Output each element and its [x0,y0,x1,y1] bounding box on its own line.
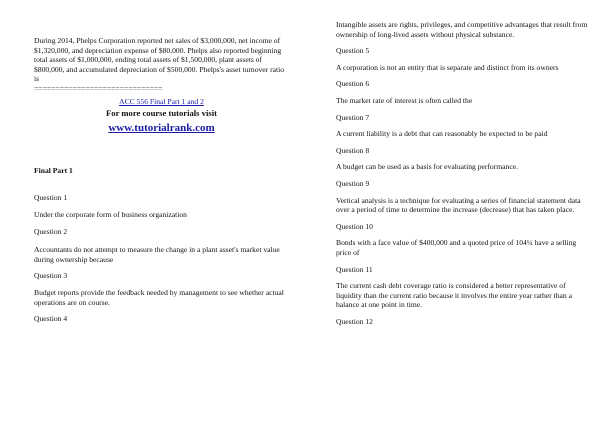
question-text: Budget reports provide the feedback needed by management to see whether actual operations are on course. [34,287,284,307]
question-label: Question 5 [336,46,370,56]
left-column [34,0,289,324]
question-label: Question 6 [336,79,370,89]
question-text: A budget can be used as a basis for evaluating performance. [336,162,518,172]
question-label: Question 11 [336,264,373,274]
question-label: Question 8 [336,145,370,155]
question-text: A corporation is not an entity that is separate and distinct from its owners [336,62,559,72]
question-text: The market rate of interest is often called the [336,95,473,105]
website-link[interactable]: www.tutorialrank.com [108,121,215,134]
question-text: Vertical analysis is a technique for evaluating a series of financial statement data over a period of time to determine the increase (decrease) that has taken place. [336,195,581,215]
question-label: Question 3 [34,271,68,281]
question-label: Question 9 [336,178,370,188]
question-label: Question 7 [336,112,370,122]
question-text: Accountants do not attempt to measure the change in a plant asset's market value during ownership because [34,245,280,264]
course-link[interactable]: ACC 556 Final Part 1 and 2 [119,96,204,106]
question-label: Question 1 [34,193,68,203]
question-label: Question 2 [34,226,68,236]
separator-line: ============================== [34,83,163,93]
question-label: Question 12 [336,316,373,326]
question-text: Under the corporate form of business organization [34,209,187,219]
right-column [336,0,591,326]
question-label: Question 4 [34,314,68,324]
question-text: Bonds with a face value of $400,000 and a quoted price of 104¼ have a selling price of [336,238,577,257]
question-label: Question 10 [336,221,373,231]
intro-paragraph: During 2014, Phelps Corporation reported net sales of $3,000,000, net income of $1,320,000, and depreciation expense of $80,000. Phelps also reported beginning total assets of $1,000,000, ending total assets of $1,500,000, plant assets of $800,000, and accumulated depreciation of $500,000. Phelps's asset turnover ratio is [34,36,285,84]
question-text: A current liability is a debt that can reasonably be expected to be paid [336,129,548,139]
more-tutorials-heading: For more course tutorials visit [106,108,217,119]
intro-paragraph: Intangible assets are rights, privileges, and competitive advantages that result from ownership of long-lived assets without physical substance. [336,20,588,39]
question-text: The current cash debt coverage ratio is considered a better representative of liquidity than the current ratio because it involves the entire year rather than a balance at one point in time. [336,281,572,310]
section-title: Final Part 1 [34,165,73,175]
